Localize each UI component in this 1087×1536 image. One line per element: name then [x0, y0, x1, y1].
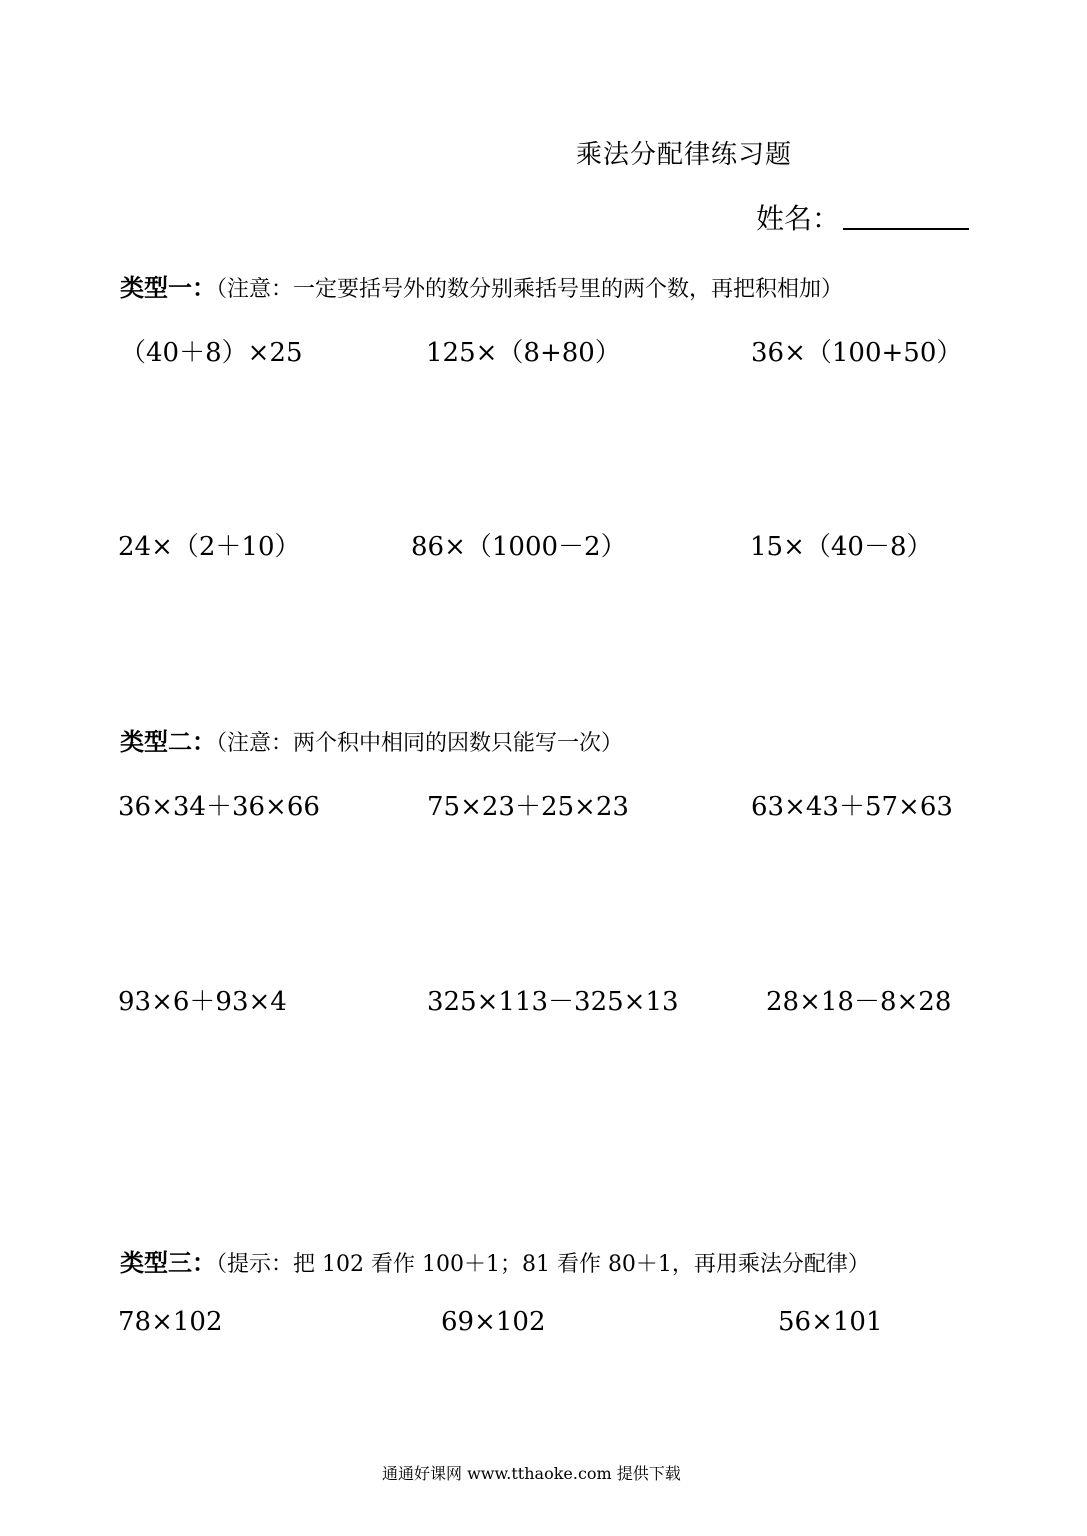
- name-label: 姓名：: [756, 202, 841, 235]
- problem-2-5: 325×113－325×13: [427, 987, 679, 1017]
- problem-3-2: 69×102: [441, 1307, 546, 1337]
- problem-3-1: 78×102: [118, 1307, 223, 1337]
- page-footer: 通通好课网 www.tthaoke.com 提供下载: [382, 1464, 681, 1483]
- problem-2-1: 36×34＋36×66: [118, 792, 320, 822]
- problem-2-3: 63×43＋57×63: [751, 792, 953, 822]
- page-title: 乘法分配律练习题: [576, 140, 793, 170]
- section-1-note: （注意：一定要括号外的数分别乘括号里的两个数，再把积相加）: [216, 277, 844, 302]
- problem-2-2: 75×23＋25×23: [427, 792, 629, 822]
- section-3-type-label: 类型三：: [120, 1249, 216, 1277]
- name-blank-line: [843, 228, 969, 230]
- problem-1-2: 125×（8+80）: [426, 338, 621, 368]
- problem-2-4: 93×6＋93×4: [118, 987, 287, 1017]
- section-2-heading: [120, 722, 623, 757]
- section-1-heading: [120, 268, 843, 303]
- section-1-type-label: 类型一：: [120, 274, 216, 302]
- section-3-note: （提示：把 102 看作 100＋1；81 看作 80＋1，再用乘法分配律）: [216, 1252, 870, 1277]
- problem-3-3: 56×101: [778, 1307, 883, 1337]
- problem-1-1: （40＋8）×25: [120, 338, 303, 368]
- section-2-note: （注意：两个积中相同的因数只能写一次）: [216, 731, 624, 756]
- problem-2-6: 28×18－8×28: [766, 987, 952, 1017]
- problem-1-5: 86×（1000－2）: [411, 532, 627, 562]
- section-3-heading: [120, 1243, 870, 1278]
- problem-1-6: 15×（40－8）: [750, 532, 933, 562]
- problem-1-3: 36×（100+50）: [751, 338, 963, 368]
- problem-1-4: 24×（2＋10）: [118, 532, 301, 562]
- section-2-type-label: 类型二：: [120, 728, 216, 756]
